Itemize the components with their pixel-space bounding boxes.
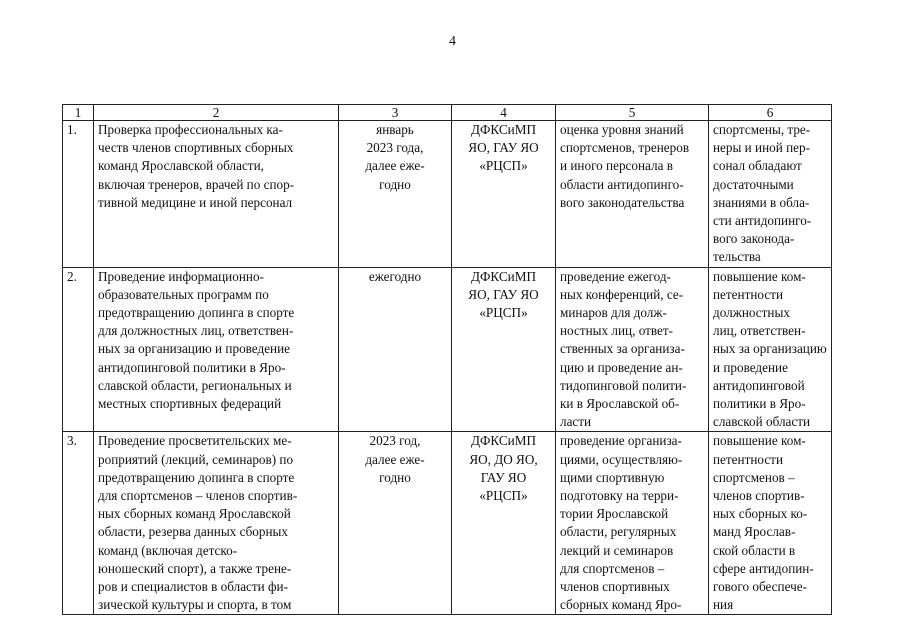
table-row: [63, 432, 832, 615]
table-row: [63, 267, 832, 432]
activity-cell: Проведение просветительских ме- роприятий (лекций, семинаров) по предотвращению допинга в спорте для спортсменов – членов спортив- ных сборных команд Ярославской области, резерва данных сборных команд (включая детско- юношеский спорт), а также трене- ров и специалистов в области фи- зической культуры и спорта, в том: [94, 432, 339, 615]
header-col-3: 3: [339, 105, 452, 121]
table-header-row: [63, 105, 832, 121]
row-number: 1.: [63, 121, 94, 268]
page-number: 4: [449, 34, 456, 49]
header-col-2: 2: [94, 105, 339, 121]
activity-cell: Проведение информационно- образовательных программ по предотвращению допинга в спорте для должностных лиц, ответствен- ных за организацию и проведение антидопинговой политики в Яро- славской области, региональных и местных спортивных федераций: [94, 267, 339, 432]
measure-cell: оценка уровня знаний спортсменов, тренеров и иного персонала в области антидопинго- вого законодательства: [556, 121, 709, 268]
header-col-6: 6: [709, 105, 832, 121]
plan-table: [62, 104, 832, 615]
executor-cell: ДФКСиМП ЯО, ГАУ ЯО «РЦСП»: [452, 267, 556, 432]
executor-cell: ДФКСиМП ЯО, ДО ЯО, ГАУ ЯО «РЦСП»: [452, 432, 556, 615]
header-col-4: 4: [452, 105, 556, 121]
result-cell: повышение ком- петентности спортсменов – членов спортив- ных сборных ко- манд Ярослав- ской области в сфере антидопин- гового обеспече- ния: [709, 432, 832, 615]
deadline-cell: ежегодно: [339, 267, 452, 432]
header-col-5: 5: [556, 105, 709, 121]
table-row: [63, 121, 832, 268]
deadline-cell: январь 2023 года, далее еже- годно: [339, 121, 452, 268]
deadline-cell: 2023 год, далее еже- годно: [339, 432, 452, 615]
result-cell: спортсмены, тре- неры и иной пер- сонал обладают достаточными знаниями в обла- сти антидопинго- вого законода- тельства: [709, 121, 832, 268]
measure-cell: проведение организа- циями, осуществляю- щими спортивную подготовку на терри- тории Ярославской области, регулярных лекций и семинаров для спортсменов – членов спортивных сборных команд Яро-: [556, 432, 709, 615]
header-col-1: 1: [63, 105, 94, 121]
row-number: 3.: [63, 432, 94, 615]
activity-cell: Проверка профессиональных ка- честв членов спортивных сборных команд Ярославской области, включая тренеров, врачей по спор- тивной медицине и иной персонал: [94, 121, 339, 268]
row-number: 2.: [63, 267, 94, 432]
result-cell: повышение ком- петентности должностных лиц, ответствен- ных за организацию и проведение антидопинговой политики в Яро- славской области: [709, 267, 832, 432]
executor-cell: ДФКСиМП ЯО, ГАУ ЯО «РЦСП»: [452, 121, 556, 268]
measure-cell: проведение ежегод- ных конференций, се- минаров для долж- ностных лиц, ответ- ственных за организа- цию и проведение ан- тидопинговой полити- ки в Ярославской об- ласти: [556, 267, 709, 432]
